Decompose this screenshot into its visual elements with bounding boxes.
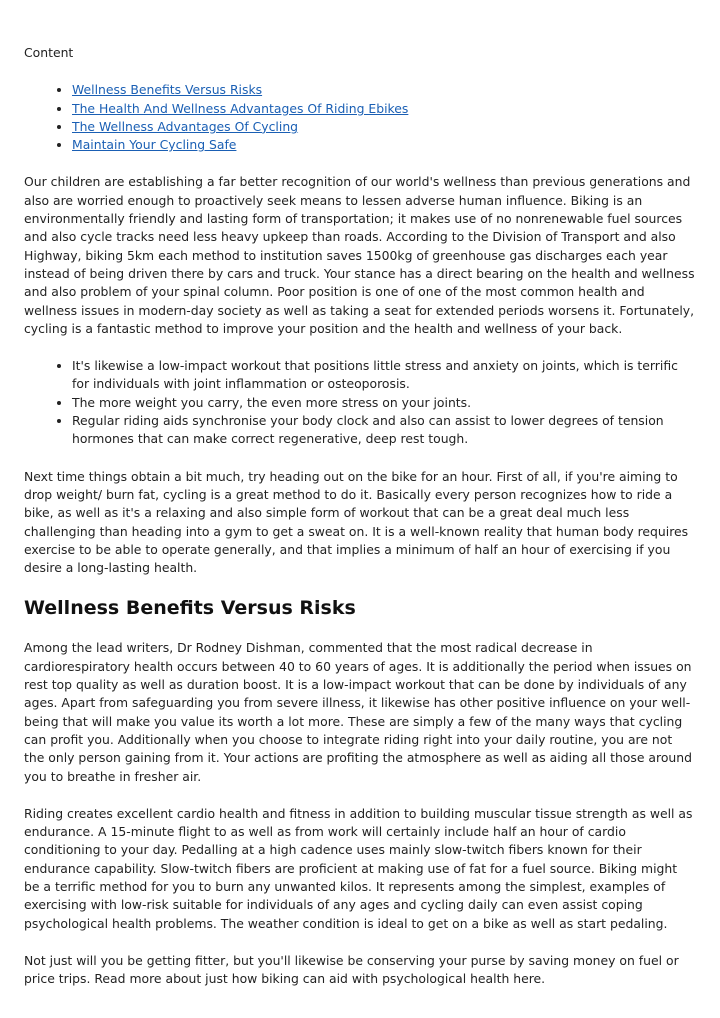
toc-link-wellness-benefits[interactable]: Wellness Benefits Versus Risks: [72, 82, 263, 98]
list-item: • The more weight you carry, the even more stress on your joints.: [72, 394, 696, 412]
toc-link-wellness-advantages-cycling[interactable]: The Wellness Advantages Of Cycling: [72, 118, 299, 134]
toc-item: [72, 100, 696, 118]
paragraph-fitter: Not just will you be getting fitter, but you'll likewise be conserving your purse by saving money on fuel or price trips. Read more about just how biking can aid with psychological health here.: [24, 952, 679, 987]
toc-item: [72, 118, 696, 136]
list-item: • Regular riding aids synchronise your body clock and also can assist to lower degrees of tension hormones that can make correct regenerative, deep rest tough.: [72, 412, 696, 449]
list-item: • It's likewise a low-impact workout that positions little stress and anxiety on joints, which is terrific for individuals with joint inflammation or osteoporosis.: [72, 357, 696, 394]
toc-link-cycling-safe[interactable]: Maintain Your Cycling Safe: [72, 137, 237, 153]
content-label: Content: [24, 45, 74, 60]
paragraph-intro: Our children are establishing a far better recognition of our world's wellness than previous generations and also are worried enough to proactively seek means to lessen adverse human influence. Biking is an environmentally friendly and lasting form of transportation; it makes use of no nonrenewable fuel sources and also cycle tracks need less heavy upkeep than roads. According to the Division of Transport and also Highway, biking 5km each method to institution saves 1500kg of greenhouse gas discharges each year instead of being driven there by cars and truck. Your stance has a direct bearing on the health and wellness and also problem of your spinal column. Poor position is one of one of the most common health and wellness issues in modern-day society as well as taking a seat for extended periods worsens it. Fortunately, cycling is a fantastic method to improve your position and the health and wellness of your back.: [24, 174, 695, 336]
paragraph-next-time: Next time things obtain a bit much, try heading out on the bike for an hour. First of all, if you're aiming to drop weight/ burn fat, cycling is a great method to do it. Basically every person recognizes how to ride a bike, as well as it's a relaxing and also simple form of workout that can be a great deal much less challenging than heading into a gym to get a sweat on. It is a well-known reality that human body requires exercise to be able to operate generally, and that implies a minimum of half an hour of exercising if you desire a long-lasting health.: [24, 468, 689, 576]
bullet-list: [24, 357, 696, 448]
toc-item: [72, 136, 696, 154]
paragraph-lead-writers: Among the lead writers, Dr Rodney Dishman, commented that the most radical decrease in cardiorespiratory health occurs between 40 to 60 years of ages. It is additionally the period when issues on rest top quality as well as duration boost. It is a low-impact workout that can be done by individuals of any ages. Apart from safeguarding you from severe illness, it likewise has other positive influence on your well-being that will make you value its worth a lot more. These are simply a few of the many ways that cycling can profit you. Additionally when you choose to integrate riding right into your daily routine, you are not the only person gaining from it. Your actions are profiting the atmosphere as well as aiding all those around you to breathe in fresher air.: [24, 640, 692, 784]
paragraph-riding-cardio: Riding creates excellent cardio health and fitness in addition to building muscular tissue strength as well as endurance. A 15-minute flight to as well as from work will certainly include half an hour of cardio conditioning to your day. Pedalling at a high cadence uses mainly slow-twitch fibers known for their endurance capability. Slow-twitch fibers are proficient at making use of fat for a fuel source. Biking might be a terrific method for you to burn any unwanted kilos. It represents among the simplest, examples of exercising with low-risk suitable for individuals of any ages and cycling daily can even assist coping psychological health problems. The weather condition is ideal to get on a bike as well as start pedaling.: [24, 805, 693, 931]
toc-link-health-advantages-ebikes[interactable]: The Health And Wellness Advantages Of Riding Ebikes: [72, 100, 409, 116]
toc-item: [72, 81, 696, 99]
section-heading: Wellness Benefits Versus Risks: [24, 597, 356, 620]
table-of-contents: [24, 81, 696, 154]
